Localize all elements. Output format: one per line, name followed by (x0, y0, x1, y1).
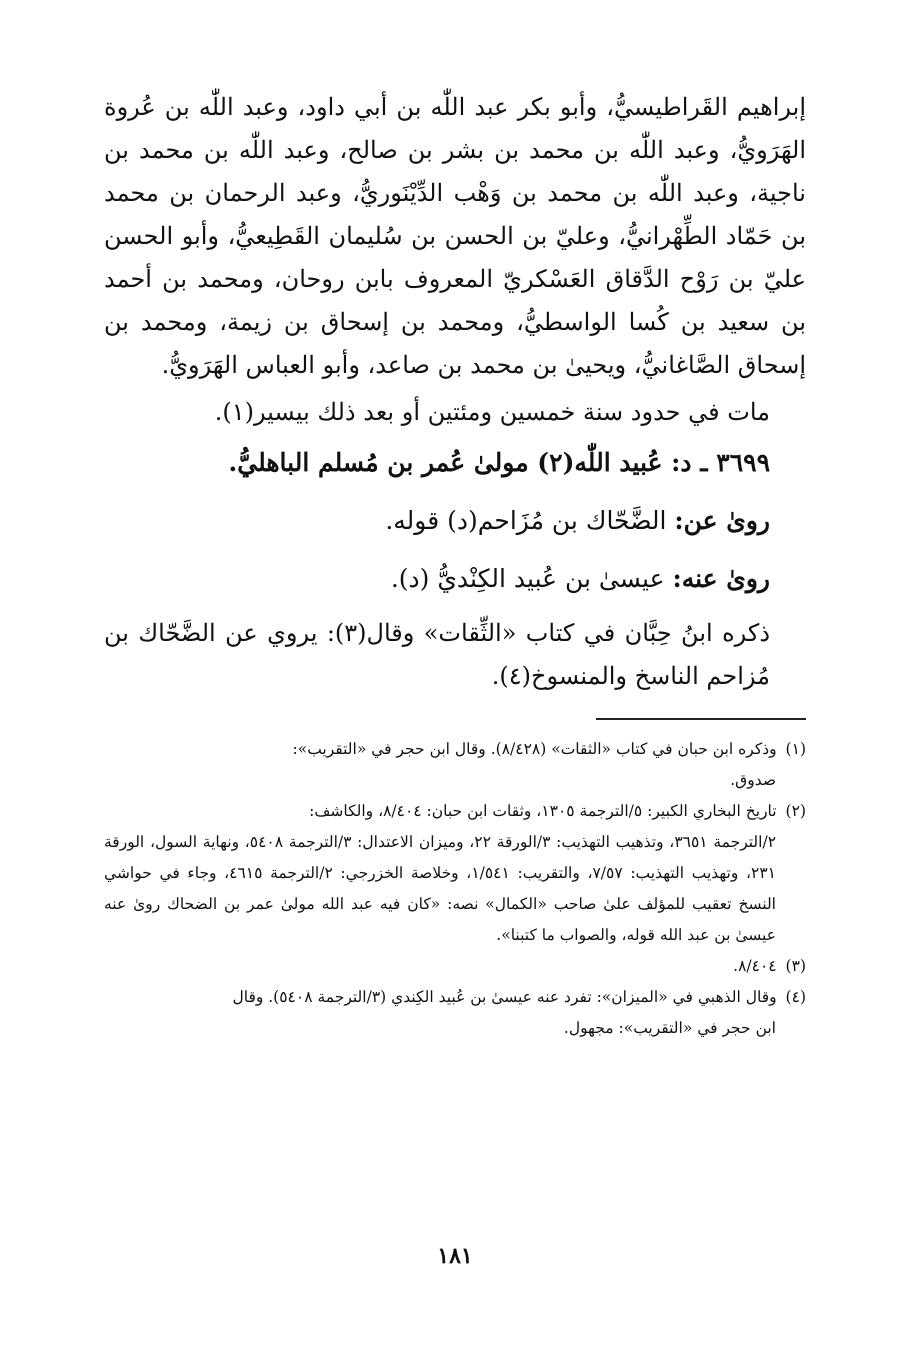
footnote-1 (104, 734, 806, 765)
footnote-1-continuation: صدوق. (730, 771, 776, 789)
ibn-hibban-paragraph: ذكره ابنُ حِبَّان في كتاب «الثِّقات» وقال(٣): يروي عن الضَّحّاك بن مُزاحم الناسخ والمنسوخ(٤). (104, 619, 771, 690)
rawa-anhu-label: روىٰ عنه: (672, 564, 770, 593)
footnote-2-continuation: ٢/الترجمة ٣٦٥١، وتذهيب التهذيب: ٣/الورقة ٢٢، وميزان الاعتدال: ٣/الترجمة ٥٤٠٨، ونهاية السول، الورقة ٢٣١، وتهذيب التهذيب: ٧/٥٧، والتقريب: ١/٥٤١، وخلاصة الخزرجي: ٢/الترجمة ٤٦١٥، وجاء في حواشي النسخ تعقيب للمؤلف علىٰ صاحب «الكمال» نصه: «كان فيه عبد الله مولىٰ عمر بن الضحاك روىٰ عنه عيسىٰ بن عبد الله قوله، والصواب ما كتبنا». (104, 833, 777, 944)
footnote-text: ٨/٤٠٤. (733, 957, 777, 975)
footnote-text: وذكره ابن حبان في كتاب «الثقات» (٨/٤٢٨). وقال ابن حجر في «التقريب»: (292, 740, 777, 758)
footnote-2 (104, 796, 806, 827)
rawa-an-label: روىٰ عن: (674, 506, 770, 535)
rawa-anhu-line (104, 550, 806, 608)
death-line: مات في حدود سنة خمسين ومئتين أو بعد ذلك بيسير(١). (214, 398, 770, 426)
footnote-4 (104, 982, 806, 1013)
footnote-divider (596, 718, 806, 720)
footnote-number: (٣) (785, 957, 806, 975)
footnote-text: تاريخ البخاري الكبير: ٥/الترجمة ١٣٠٥، وثقات ابن حبان: ٨/٤٠٤، والكاشف: (309, 802, 777, 820)
footnote-4-continuation: ابن حجر في «التقريب»: مجهول. (563, 1019, 776, 1037)
entry-heading: ٣٦٩٩ ـ د: عُبيد اللّٰه(٢) مولىٰ عُمر بن مُسلم الباهليُّ. (228, 448, 770, 477)
footnote-number: (١) (785, 740, 806, 758)
rawa-anhu-text: عيسىٰ بن عُبيد الكِنْديُّ (د). (390, 564, 665, 593)
narrators-paragraph: إبراهيم القَراطيسيُّ، وأبو بكر عبد اللّٰه بن أبي داود، وعبد اللّٰه بن عُروة الهَرَويُّ، وعبد اللّٰه بن محمد بن بشر بن صالح، وعبد اللّٰه بن محمد بن ناجية، وعبد اللّٰه بن محمد بن وَهْب الدِّيْنَوريُّ، وعبد الرحمان بن محمد بن حَمّاد الطِّهْرانيُّ، وعليّ بن الحسن بن سُليمان القَطِيعيُّ، وأبو الحسن عليّ بن رَوْح الدَّقاق العَسْكريّ المعروف بابن روحان، ومحمد بن أحمد بن سعيد بن كُسا الواسطيُّ، ومحمد بن إسحاق بن زيمة، ومحمد بن إسحاق الصَّاغانيُّ، ويحيىٰ بن محمد بن صاعد، وأبو العباس الهَرَويُّ. (104, 93, 806, 379)
footnote-3 (104, 951, 806, 982)
footnotes (104, 734, 806, 1044)
footnote-number: (٤) (785, 988, 806, 1006)
rawa-an-line (104, 492, 806, 550)
footnote-number: (٢) (785, 802, 806, 820)
main-text (104, 86, 806, 698)
footnote-text: وقال الذهبي في «الميزان»: تفرد عنه عيسىٰ بن عُبيد الكِندي (٣/الترجمة ٥٤٠٨). وقال (232, 988, 777, 1006)
book-page (104, 86, 806, 1305)
rawa-an-text: الضَّحّاك بن مُزَاحم(د) قوله. (385, 506, 667, 535)
page-number: ١٨١ (437, 1243, 473, 1269)
